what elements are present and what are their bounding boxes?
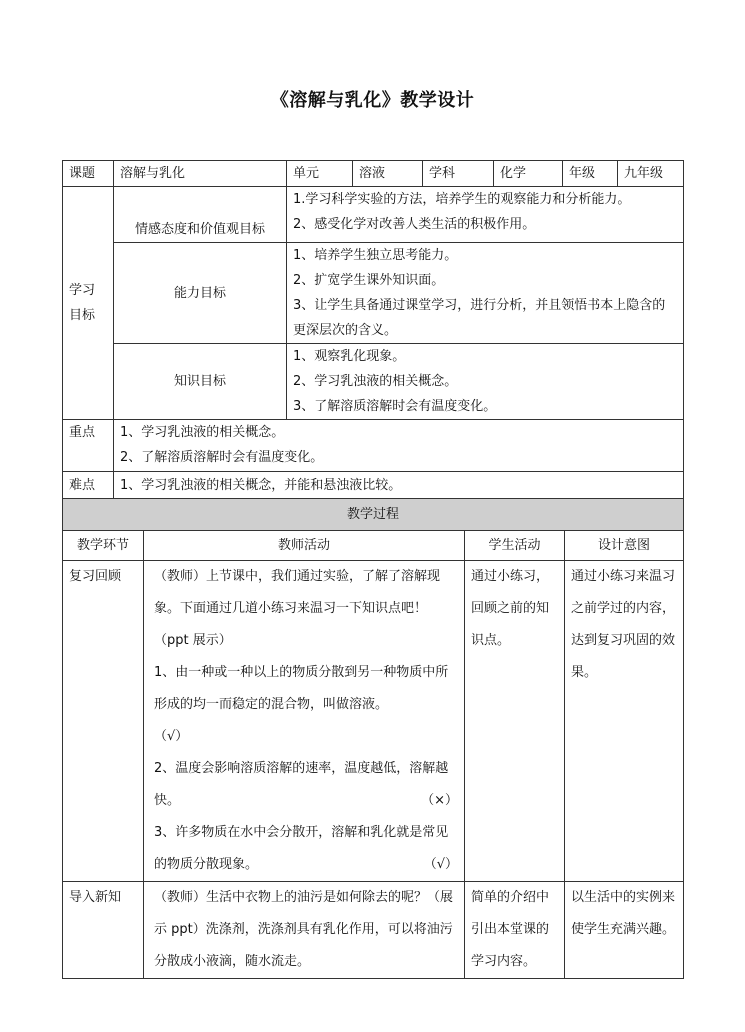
dan-yuan-label: 单元: [287, 161, 353, 187]
goals-label: 学习 目标: [63, 187, 114, 420]
ke-ti-label: 课题: [63, 161, 114, 187]
key-points-content: 1、学习乳浊液的相关概念。 2、了解溶质溶解时会有温度变化。: [114, 420, 684, 472]
nian-ji-label: 年级: [563, 161, 618, 187]
difficult-points-label: 难点: [63, 472, 114, 499]
key-points-label: 重点: [63, 420, 114, 472]
teacher-activity-cell: （教师）上节课中，我们通过实验，了解了溶解现象。下面通过几道小练习来温习一下知识点吧！ （ppt 展示） 1、由一种或一种以上的物质分散到另一种物质中所形成的均一而稳定的混合物，叫做溶液。 （√） 2、温度会影响溶质溶解的速率，温度越低，溶解越快。 （×） 3、许多物质在水中会分散开，溶解和乳化就是常见的物质分散现象。 （√）: [144, 561, 465, 882]
ke-ti-value: 溶解与乳化: [114, 161, 287, 187]
nian-ji-value: 九年级: [618, 161, 684, 187]
emotion-goal-name: 情感态度和价值观目标: [114, 187, 287, 243]
design-intent-cell: 通过小练习来温习之前学过的内容，达到复习巩固的效果。: [565, 561, 684, 882]
ability-goal-content: 1、培养学生独立思考能力。 2、扩宽学生课外知识面。 3、让学生具备通过课堂学习，进行分析，并且领悟书本上隐含的更深层次的含义。: [287, 243, 684, 344]
difficult-points-content: 1、学习乳浊液的相关概念，并能和悬浊液比较。: [114, 472, 684, 499]
design-intent-cell: 以生活中的实例来使学生充满兴趣。: [565, 882, 684, 979]
lesson-info-table: [62, 160, 684, 499]
emotion-goal-content: 1.学习科学实验的方法，培养学生的观察能力和分析能力。 2、感受化学对改善人类生活的积极作用。: [287, 187, 684, 243]
xue-ke-value: 化学: [494, 161, 563, 187]
xue-ke-label: 学科: [423, 161, 494, 187]
page-title: 《溶解与乳化》教学设计: [270, 90, 475, 111]
process-section-title: 教学过程: [63, 499, 684, 531]
stage-cell: 复习回顾: [63, 561, 144, 882]
student-activity-cell: 通过小练习，回顾之前的知识点。: [465, 561, 565, 882]
table-row: [63, 561, 684, 882]
process-header-stage: 教学环节: [63, 531, 144, 561]
student-activity-cell: 简单的介绍中引出本堂课的学习内容。: [465, 882, 565, 979]
dan-yuan-value: 溶液: [353, 161, 423, 187]
stage-cell: 导入新知: [63, 882, 144, 979]
process-header-teacher: 教师活动: [144, 531, 465, 561]
process-header-design: 设计意图: [565, 531, 684, 561]
process-header-student: 学生活动: [465, 531, 565, 561]
knowledge-goal-name: 知识目标: [114, 344, 287, 420]
ability-goal-name: 能力目标: [114, 243, 287, 344]
table-row: [63, 882, 684, 979]
teacher-activity-cell: （教师）生活中衣物上的油污是如何除去的呢？（展示 ppt）洗涤剂，洗涤剂具有乳化作用，可以将油污分散成小液滴，随水流走。: [144, 882, 465, 979]
teaching-process-table: [62, 498, 684, 979]
knowledge-goal-content: 1、观察乳化现象。 2、学习乳浊液的相关概念。 3、了解溶质溶解时会有温度变化。: [287, 344, 684, 420]
